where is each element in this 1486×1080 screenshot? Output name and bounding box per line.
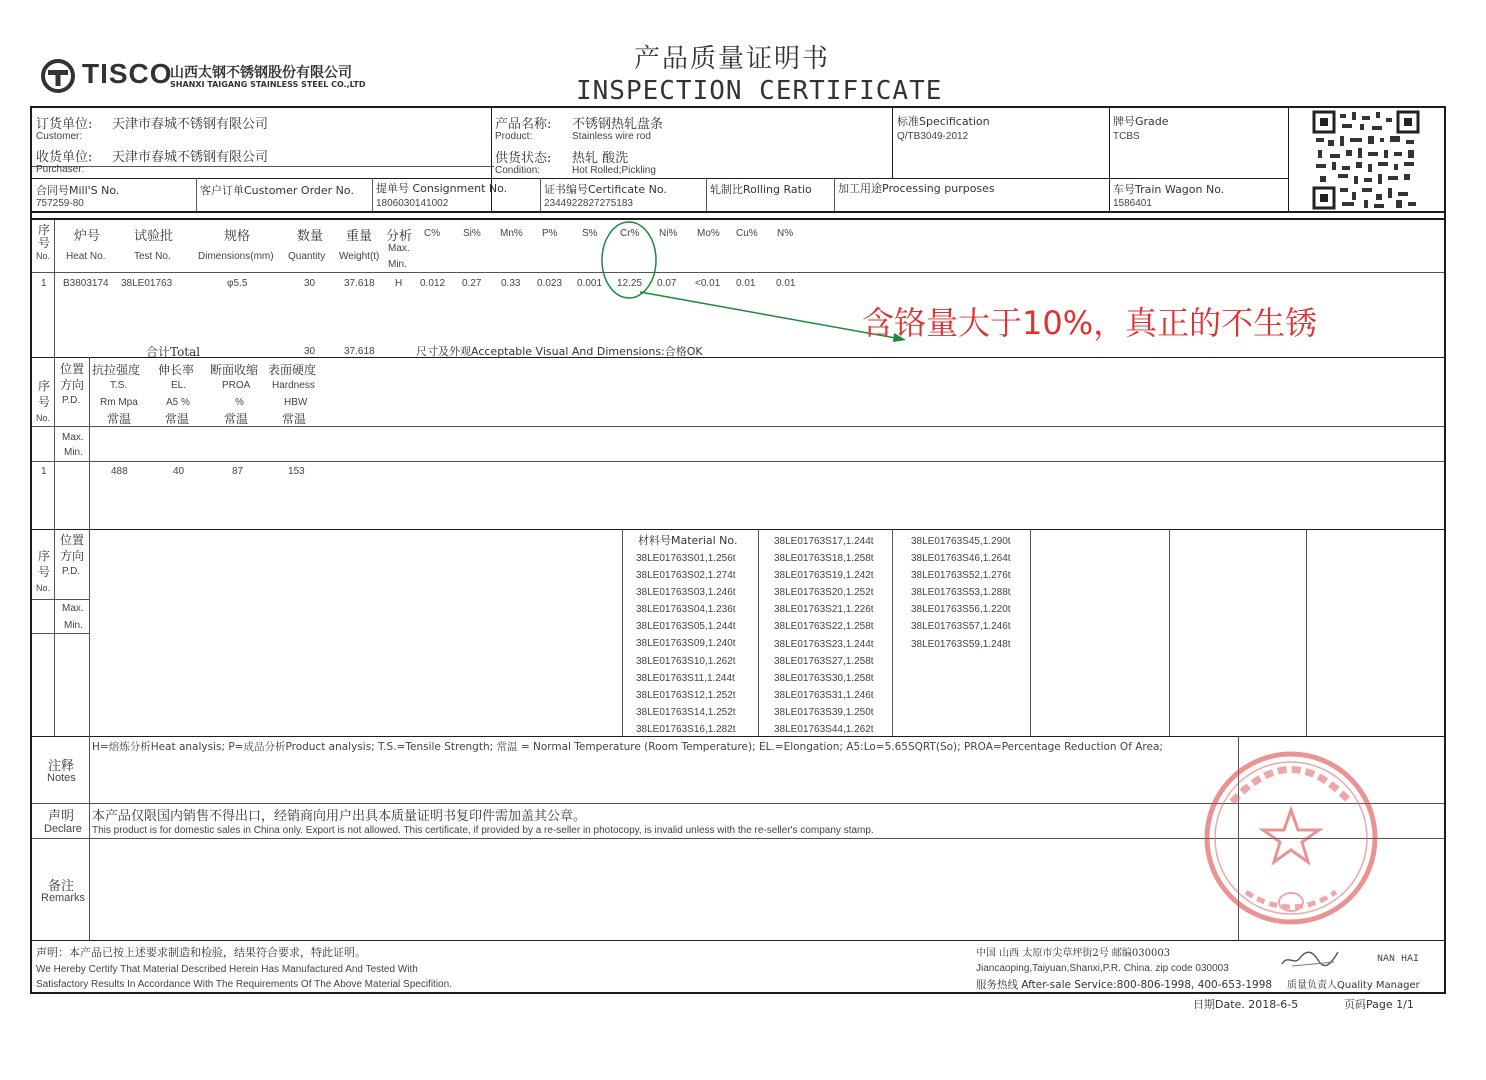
condition-value-en: Hot Rolled;Pickling [572, 165, 656, 176]
element-header-mo: Mo% [697, 228, 720, 239]
mech-row-hardness: 153 [288, 466, 305, 477]
material-no-label: 材料号Material No. [638, 534, 738, 547]
list-item: 38LE01763S03,1.246t [636, 587, 736, 599]
sec3-min-label: Min. [64, 620, 83, 631]
proa-header-cn: 断面收缩 [210, 363, 259, 377]
customer-order-label: 客户订单Customer Order No. [200, 184, 354, 197]
element-header-ni: Ni% [659, 228, 678, 239]
weight-header-en: Weight(t) [339, 251, 380, 262]
wagon-value: 1586401 [1113, 198, 1152, 209]
chem-value-ni: 0.07 [657, 278, 677, 289]
list-item: 38LE01763S02,1.274t [636, 570, 736, 582]
sec3-max-label: Max. [62, 603, 84, 614]
list-item: 38LE01763S52,1.276t [911, 570, 1011, 582]
tensile-header-cn: 抗拉强度 [92, 363, 141, 377]
list-item: 38LE01763S57,1.246t [911, 621, 1011, 633]
list-item: 38LE01763S45,1.290t [911, 536, 1011, 547]
list-item: 38LE01763S56,1.220t [911, 604, 1011, 616]
list-item: 38LE01763S17,1.244t [774, 536, 874, 547]
list-item: 38LE01763S46,1.264t [911, 553, 1011, 565]
chem-value-p: 0.023 [537, 278, 563, 289]
spec-label: 标准Specification [897, 115, 990, 128]
chem-row-test: 38LE01763 [121, 278, 173, 289]
purchaser-label-cn: 收货单位: [36, 150, 93, 165]
certification-statement-cn: 声明：本产品已按上述要求制造和检验，结果符合要求，特此证明。 [36, 946, 366, 959]
mill-no-label: 合同号Mill'S No. [36, 184, 120, 197]
total-quantity: 30 [304, 346, 316, 357]
elongation-header-cn: 伸长率 [158, 363, 195, 377]
chem-value-mn: 0.33 [501, 278, 521, 289]
list-item: 38LE01763S09,1.240t [636, 638, 736, 650]
proa-temp: 常温 [224, 412, 249, 426]
mech-max-label: Max. [62, 432, 84, 443]
hardness-temp: 常温 [282, 412, 307, 426]
customer-label-en: Customer: [36, 131, 83, 142]
condition-value-cn: 热轧 酸洗 [572, 151, 629, 166]
chem-value-cr: 12.25 [617, 278, 643, 289]
service-hotline: 服务热线 After-sale Service:800-806-1998, 400-653-1998 [976, 979, 1273, 991]
consignment-value: 1806030141002 [376, 198, 449, 209]
product-label-cn: 产品名称: [495, 117, 552, 132]
material-col-3 [911, 533, 1011, 653]
title-en: INSPECTION CERTIFICATE [576, 76, 943, 106]
list-item: 38LE01763S59,1.248t [911, 638, 1011, 650]
list-item: 38LE01763S11,1.244t [636, 672, 735, 684]
proa-unit: % [235, 397, 244, 408]
chem-value-n: 0.01 [776, 278, 796, 289]
certificate-date: 日期Date. 2018-6-5 [1193, 998, 1299, 1011]
purchaser-label-en: Purchaser: [36, 164, 85, 175]
grade-label: 牌号Grade [1113, 115, 1169, 128]
chem-row-qty: 30 [304, 278, 316, 289]
analysis-header-cn: 分析 [386, 229, 413, 244]
list-item: 38LE01763S44,1.262t [774, 724, 874, 736]
list-item: 38LE01763S53,1.288t [911, 587, 1011, 599]
mech-row-elongation: 40 [173, 466, 185, 477]
title-cn: 产品质量证明书 [634, 44, 831, 74]
sec3-pd-header: 位置 方向 P.D. [60, 533, 85, 577]
chem-row-heat: B3803174 [63, 278, 109, 289]
purchaser-value: 天津市春城不锈钢有限公司 [112, 150, 269, 165]
declare-text-cn: 本产品仅限国内销售不得出口，经销商向用户出具本质量证明书复印件需加盖其公章。 [92, 809, 587, 824]
declare-label-cn: 声明 [48, 809, 75, 824]
list-item: 38LE01763S05,1.244t [636, 621, 736, 633]
product-value-cn: 不锈钢热轧盘条 [572, 117, 664, 132]
chem-row-no: 1 [41, 278, 47, 289]
chromium-annotation-text: 含铬量大于10%，真正的不生锈 [862, 304, 1318, 342]
elongation-temp: 常温 [165, 412, 190, 426]
sec3-no-header: 序 号 No. [35, 549, 50, 593]
remarks-label-cn: 备注 [48, 879, 75, 894]
hardness-header-cn: 表面硬度 [268, 363, 317, 377]
list-item: 38LE01763S21,1.226t [774, 604, 874, 616]
heat-no-header-cn: 炉号 [74, 229, 101, 244]
list-item: 38LE01763S22,1.258t [774, 621, 874, 633]
consignment-label: 提单号 Consignment No. [376, 182, 508, 195]
total-weight: 37.618 [344, 346, 375, 357]
list-item: 38LE01763S20,1.252t [774, 587, 874, 599]
certification-statement-en-1: We Hereby Certify That Material Described Herein Has Manufactured And Tested With [36, 964, 418, 975]
list-item: 38LE01763S16,1.282t [636, 723, 736, 735]
notes-label-en: Notes [47, 772, 76, 784]
hardness-header-en: Hardness [272, 380, 315, 391]
chem-value-si: 0.27 [462, 278, 482, 289]
mill-no-value: 757259-80 [36, 198, 84, 209]
weight-header-cn: 重量 [346, 229, 373, 244]
list-item: 38LE01763S01,1.256t [636, 553, 736, 564]
material-col-1 [636, 550, 736, 738]
elongation-header-en: EL. [171, 380, 187, 391]
company-name-en: SHANXI TAIGANG STAINLESS STEEL CO.,LTD [170, 80, 366, 89]
list-item: 38LE01763S10,1.262t [636, 655, 736, 667]
mech-row-no: 1 [41, 466, 47, 477]
quantity-header-cn: 数量 [297, 229, 324, 244]
tensile-header-en: T.S. [110, 380, 128, 391]
condition-label-en: Condition: [495, 165, 541, 176]
grade-value: TCBS [1113, 131, 1140, 142]
list-item: 38LE01763S31,1.246t [774, 689, 874, 701]
chem-value-s: 0.001 [577, 278, 603, 289]
dimensions-header-en: Dimensions(mm) [198, 251, 274, 262]
mech-pd-header: 位置 方向 P.D. [60, 362, 85, 406]
list-item: 38LE01763S14,1.252t [636, 706, 736, 718]
signature-name: NAN HAI [1377, 954, 1420, 965]
certification-statement-en-2: Satisfactory Results In Accordance With The Requirements Of The Above Material Specifition. [36, 979, 452, 990]
chem-value-mo: <0.01 [695, 278, 721, 289]
chem-row-analysis: H [395, 278, 403, 289]
element-header-s: S% [582, 228, 598, 239]
company-address-en: Jiancaoping,Taiyuan,Shanxi,P.R. China. zip code 030003 [976, 963, 1229, 974]
mech-min-label: Min. [64, 447, 83, 458]
element-header-si: Si% [463, 228, 481, 239]
element-header-mn: Mn% [500, 228, 523, 239]
total-label: 合计Total [146, 345, 201, 359]
qr-code-icon [1312, 110, 1420, 210]
mech-row-tensile: 488 [111, 466, 128, 477]
processing-label: 加工用途Processing purposes [838, 182, 995, 195]
customer-label-cn: 订货单位: [36, 117, 93, 132]
brand-name: TISCO [82, 58, 173, 89]
heat-no-header-en: Heat No. [66, 251, 106, 262]
hardness-unit: HBW [284, 397, 308, 408]
wagon-label: 车号Train Wagon No. [1113, 183, 1225, 196]
quality-manager-label: 质量负责人Quality Manager [1287, 980, 1420, 991]
notes-label-cn: 注释 [48, 759, 75, 774]
certificate-value: 2344922827275183 [544, 198, 633, 209]
rolling-ratio-label: 轧制比Rolling Ratio [710, 183, 812, 196]
list-item: 38LE01763S18,1.258t [774, 553, 874, 565]
notes-definitions: H=熔炼分析Heat analysis; P=成品分析Product analysis; T.S.=Tensile Strength; 常温 = Normal Temperature (Room Temperature); EL.=Elongation; A5:Lo=5.65SQRT(So); PROA=Percentage Reduction Of Area; [92, 741, 1163, 753]
element-header-cu: Cu% [736, 228, 758, 239]
quantity-header-en: Quantity [288, 251, 326, 262]
elongation-unit: A5 % [166, 397, 190, 408]
product-value-en: Stainless wire rod [572, 131, 651, 142]
list-item: 38LE01763S27,1.258t [774, 655, 874, 667]
test-no-header-en: Test No. [134, 251, 171, 262]
proa-header-en: PROA [222, 380, 251, 391]
tensile-unit: Rm Mpa [100, 397, 138, 408]
tensile-temp: 常温 [107, 412, 132, 426]
analysis-max: Max. [388, 243, 410, 254]
tisco-logo-icon [40, 58, 76, 94]
certificate-label: 证书编号Certificate No. [544, 183, 667, 196]
list-item: 38LE01763S19,1.242t [774, 570, 874, 582]
company-name-cn: 山西太钢不锈钢股份有限公司 [170, 65, 352, 81]
material-col-2 [774, 533, 874, 738]
spec-value: Q/TB3049-2012 [897, 131, 969, 142]
element-header-n: N% [777, 228, 794, 239]
customer-value: 天津市春城不锈钢有限公司 [112, 117, 269, 132]
list-item: 38LE01763S30,1.258t [774, 672, 874, 684]
element-header-cr: Cr% [620, 228, 640, 239]
company-address-cn: 中国 山西 太原市尖草坪街2号 邮编030003 [976, 948, 1171, 959]
list-item: 38LE01763S04,1.236t [636, 604, 736, 616]
declare-label-en: Declare [44, 823, 82, 835]
signature-icon [1278, 946, 1348, 970]
chem-row-weight: 37.618 [344, 278, 375, 289]
declare-text-en: This product is for domestic sales in China only. Export is not allowed. This certificate, if provided by a re-seller in photocopy, is invalid unless with the re-seller's company stamp. [92, 825, 874, 836]
page-number: 页码Page 1/1 [1344, 998, 1414, 1011]
product-label-en: Product: [495, 131, 533, 142]
chem-row-dim: φ5.5 [227, 278, 248, 289]
list-item: 38LE01763S23,1.244t [774, 638, 874, 650]
analysis-min: Min. [388, 259, 407, 270]
dimensions-header-cn: 规格 [224, 229, 251, 244]
company-stamp-icon [1196, 742, 1386, 934]
test-no-header-cn: 试验批 [134, 229, 174, 244]
visual-dimensions-note: 尺寸及外观Acceptable Visual And Dimensions:合格OK [416, 345, 703, 358]
chem-value-c: 0.012 [420, 278, 446, 289]
chem-value-cu: 0.01 [736, 278, 756, 289]
element-header-c: C% [424, 228, 441, 239]
list-item: 38LE01763S39,1.250t [774, 706, 874, 718]
list-item: 38LE01763S12,1.252t [636, 689, 736, 701]
condition-label-cn: 供货状态: [495, 151, 552, 166]
chem-no-header: 序 号 No. [35, 223, 50, 261]
element-header-p: P% [542, 228, 558, 239]
remarks-label-en: Remarks [41, 892, 86, 904]
mech-row-proa: 87 [232, 466, 244, 477]
mech-no-header: 序 号 No. [35, 379, 50, 423]
